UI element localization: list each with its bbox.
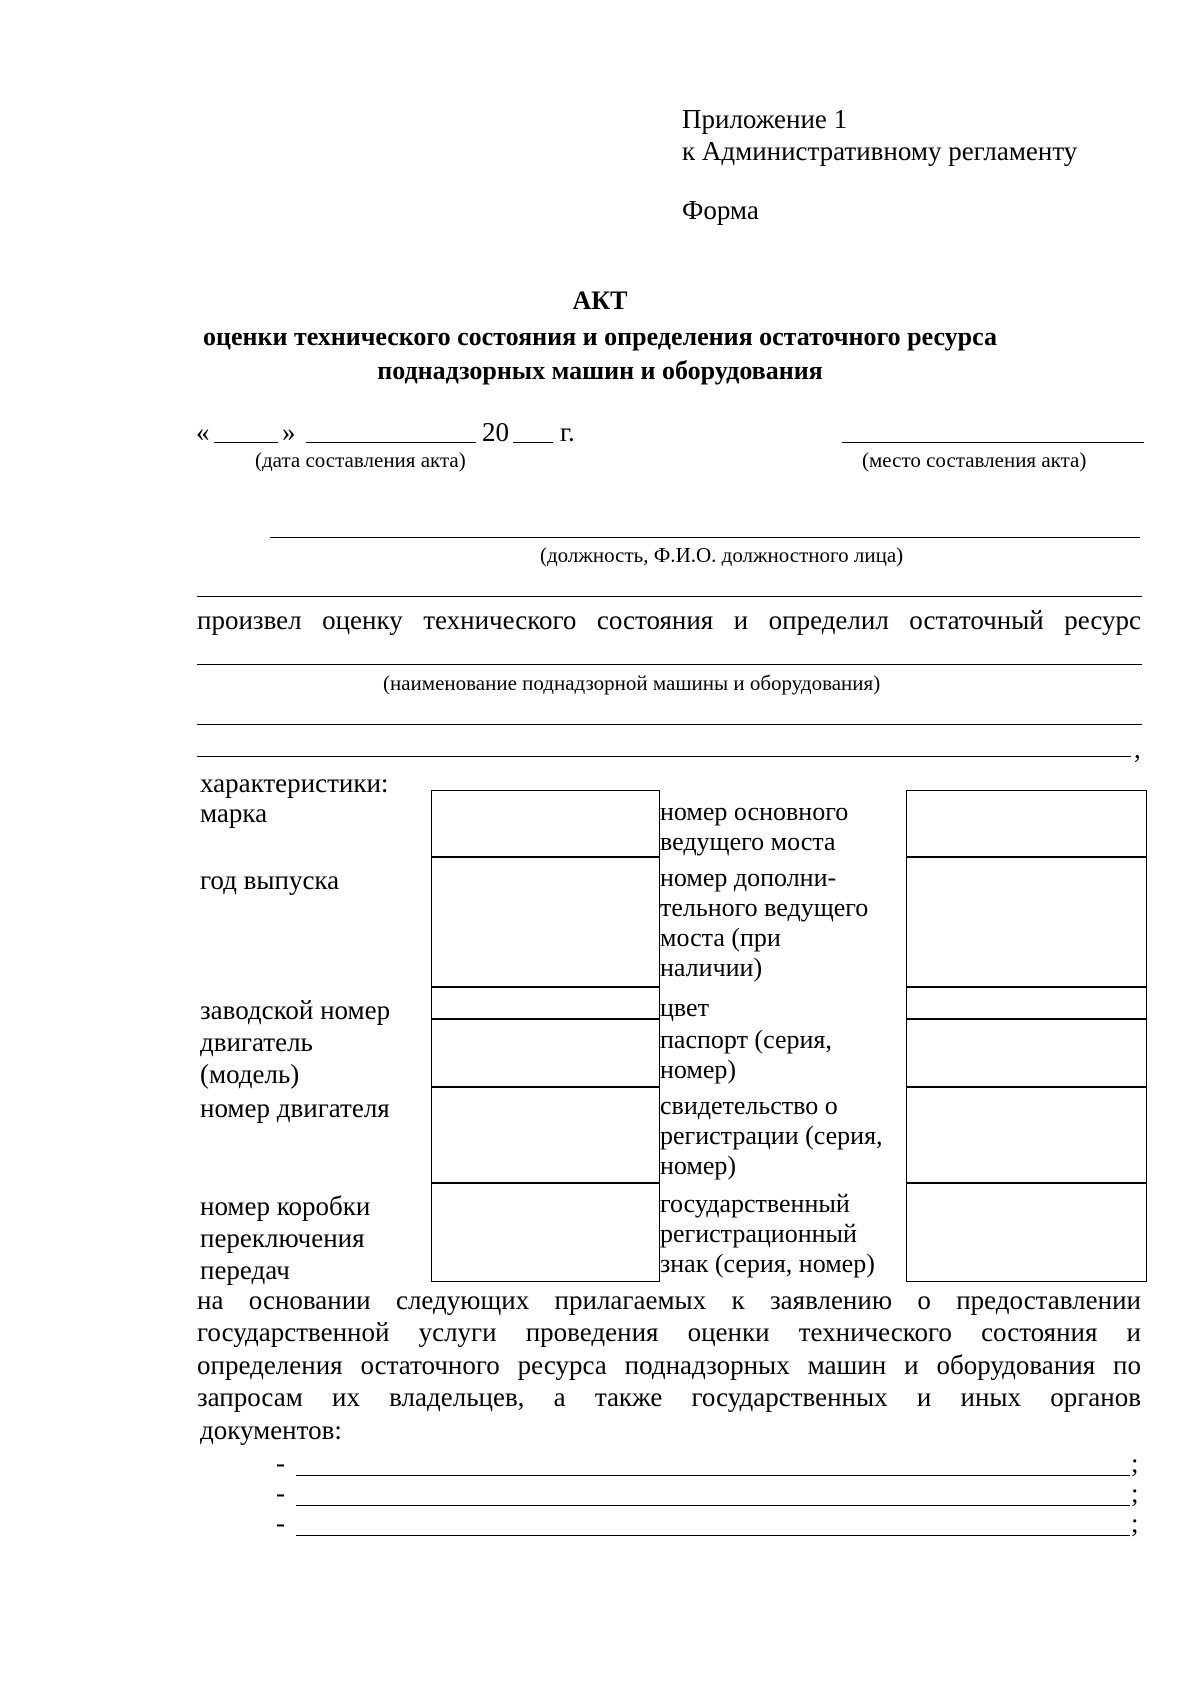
year-prefix: 20: [482, 417, 509, 447]
main-axle-label: номер основного ведущего моста: [660, 797, 849, 856]
gearbox-number-label: номер коробки переключения передач: [200, 1191, 371, 1285]
document-semicolon-3: ;: [1131, 1508, 1139, 1538]
serial-number-field[interactable]: [431, 986, 660, 1020]
document-blank-3[interactable]: [296, 1535, 1130, 1536]
document-semicolon-1: ;: [1131, 1448, 1139, 1478]
extra-axle-field[interactable]: [906, 856, 1147, 988]
place-blank: [842, 442, 1144, 443]
year-blank: [513, 442, 553, 443]
engine-model-label: двигатель (модель): [200, 1027, 313, 1089]
act-title: АКТ: [572, 286, 628, 315]
basis-line-2: государственной услуги проведения оценки технического состояния и: [197, 1317, 1141, 1347]
registration-certificate-field[interactable]: [906, 1086, 1147, 1184]
date-caption: (дата составления акта): [255, 448, 466, 472]
serial-number-label: заводской номер: [200, 995, 391, 1025]
act-subtitle-line-2: поднадзорных машин и оборудования: [377, 356, 823, 385]
document-semicolon-2: ;: [1131, 1478, 1139, 1508]
basis-last-line: документов:: [200, 1415, 342, 1445]
main-axle-field[interactable]: [906, 790, 1147, 858]
color-field[interactable]: [906, 986, 1147, 1020]
machine-blank-3: [197, 756, 1131, 757]
form-label: Форма: [682, 195, 759, 225]
document-blank-2[interactable]: [296, 1505, 1130, 1506]
basis-line-1: на основании следующих прилагаемых к заявлению о предоставлении: [197, 1285, 1141, 1315]
color-label: цвет: [660, 993, 709, 1022]
document-dash-3: -: [276, 1508, 285, 1538]
official-caption: (должность, Ф.И.О. должностного лица): [540, 543, 904, 567]
brand-label: марка: [200, 798, 268, 828]
passport-label: паспорт (серия, номер): [660, 1025, 832, 1084]
machine-blank-2: [197, 724, 1142, 725]
date-open-quote: «: [196, 417, 210, 447]
document-dash-2: -: [276, 1478, 285, 1508]
machine-blank-1: [197, 664, 1142, 665]
engine-model-field[interactable]: [431, 1018, 660, 1088]
document-blank-1[interactable]: [296, 1475, 1130, 1476]
state-plate-label: государственный регистрационный знак (серия, номер): [660, 1189, 875, 1278]
act-subtitle-line-1: оценки технического состояния и определения остаточного ресурса: [203, 322, 997, 351]
gearbox-number-field[interactable]: [431, 1182, 660, 1282]
place-caption: (место составления акта): [862, 448, 1087, 472]
month-blank: [306, 442, 476, 443]
performed-statement: произвел оценку технического состояния и определил остаточный ресурс: [197, 605, 1141, 635]
state-plate-field[interactable]: [906, 1182, 1147, 1282]
extra-axle-label: номер дополни- тельного ведущего моста (при наличии): [660, 863, 869, 982]
document-dash-1: -: [276, 1448, 285, 1478]
appendix-label: Приложение 1: [682, 104, 848, 134]
regulation-label: к Административному регламенту: [682, 136, 1078, 166]
brand-field[interactable]: [431, 790, 660, 858]
year-field[interactable]: [431, 856, 660, 988]
basis-line-3: определения остаточного ресурса поднадзорных машин и оборудования по: [197, 1350, 1141, 1380]
machine-comma: ,: [1134, 734, 1141, 764]
basis-line-4: запросам их владельцев, а также государственных и иных органов: [197, 1382, 1141, 1412]
registration-certificate-label: свидетельство о регистрации (серия, номер): [660, 1091, 883, 1180]
machine-caption: (наименование поднадзорной машины и оборудования): [383, 671, 881, 695]
official-blank-2: [197, 596, 1142, 597]
year-label: год выпуска: [200, 865, 340, 895]
passport-field[interactable]: [906, 1018, 1147, 1088]
date-close-quote: »: [282, 417, 296, 447]
characteristics-heading: характеристики:: [200, 768, 389, 798]
year-suffix: г.: [560, 417, 575, 447]
official-blank: [270, 537, 1140, 538]
day-blank: [214, 442, 278, 443]
engine-number-label: номер двигателя: [200, 1093, 390, 1123]
engine-number-field[interactable]: [431, 1086, 660, 1184]
